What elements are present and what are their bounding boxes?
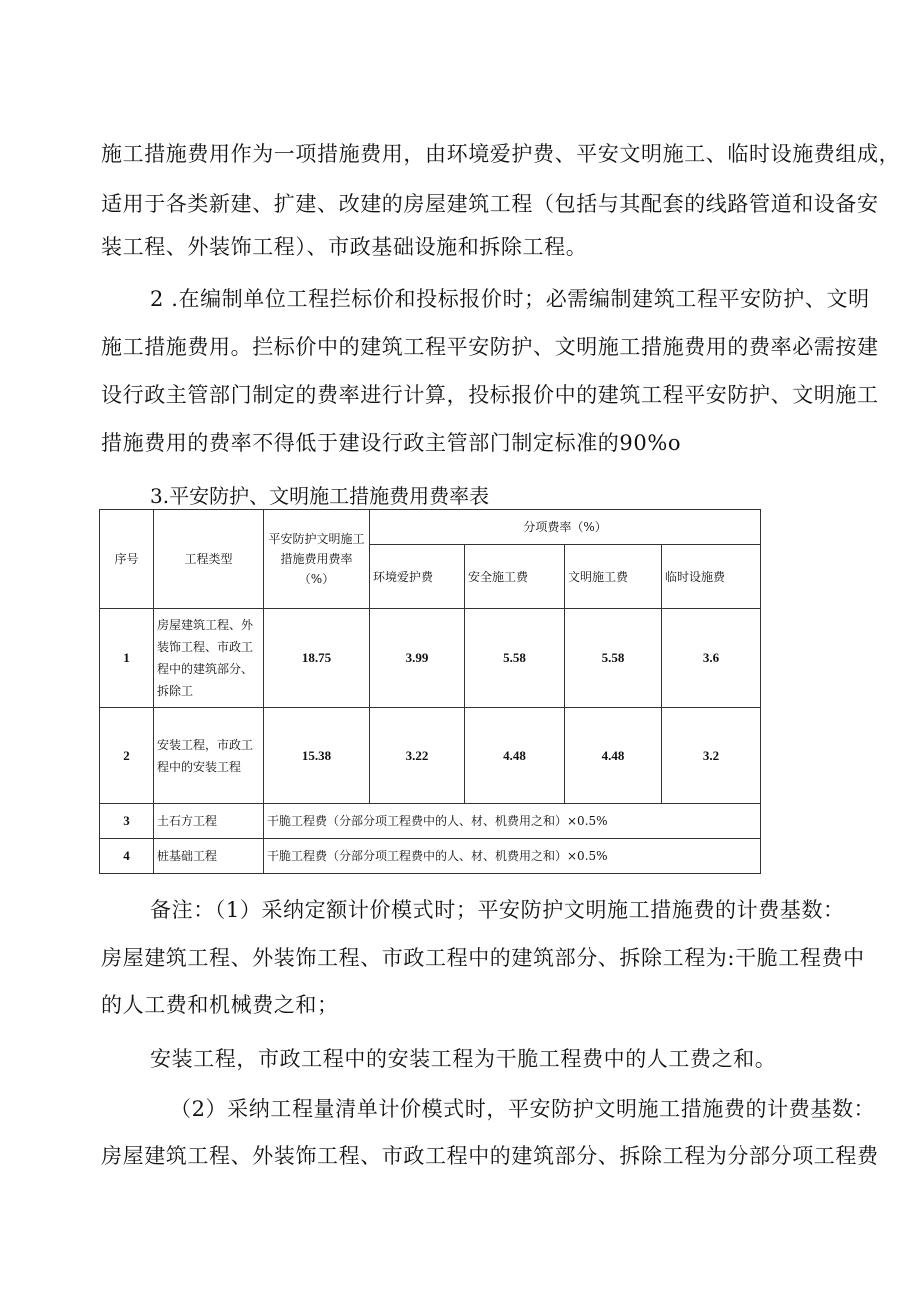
notes-line-1: 备注：（1）采纳定额计价模式时；平安防护文明施工措施费的计费基数： <box>150 898 845 922</box>
header-no: 序号 <box>100 510 154 609</box>
table-row <box>100 708 761 804</box>
header-env: 环境爱护费 <box>370 545 465 609</box>
notes-line-6: 房屋建筑工程、外装饰工程、市政工程中的建筑部分、拆除工程为分部分项工程费 <box>101 1144 879 1168</box>
notes-line-4: 安装工程，市政工程中的安装工程为干脆工程费中的人工费之和。 <box>150 1047 777 1071</box>
paragraph-2-line-3: 设行政主管部门制定的费率进行计算，投标报价中的建筑工程平安防护、文明施工 <box>101 383 879 407</box>
row-temp: 3.6 <box>662 609 761 708</box>
row-formula <box>264 839 761 874</box>
row-type: 房屋建筑工程、外装饰工程、市政工程中的建筑部分、拆除工 <box>154 609 264 708</box>
row-formula-text: 干脆工程费（分部分项工程费中的人、材、机费用之和）×0.5% <box>267 814 608 828</box>
table-row <box>100 609 761 708</box>
table-row <box>100 839 761 874</box>
row-no: 2 <box>100 708 154 804</box>
notes-line-2: 房屋建筑工程、外装饰工程、市政工程中的建筑部分、拆除工程为:干脆工程费中 <box>101 946 865 970</box>
row-formula-text: 干脆工程费（分部分项工程费中的人、材、机费用之和）×0.5% <box>267 849 608 863</box>
paragraph-2-line-2: 施工措施费用。拦标价中的建筑工程平安防护、文明施工措施费用的费率必需按建 <box>101 335 879 359</box>
paragraph-2-line-4: 措施费用的费率不得低于建设行政主管部门制定标准的90%o <box>101 431 682 455</box>
header-type: 工程类型 <box>154 510 264 609</box>
paragraph-1-line-2: 适用于各类新建、扩建、改建的房屋建筑工程（包括与其配套的线路管道和设备安 <box>101 192 879 216</box>
table-caption: 3.平安防护、文明施工措施费用费率表 <box>150 484 490 508</box>
row-env: 3.22 <box>370 708 465 804</box>
row-no: 4 <box>100 839 154 874</box>
row-env: 3.99 <box>370 609 465 708</box>
header-temp: 临时设施费 <box>662 545 761 609</box>
header-civil: 文明施工费 <box>565 545 662 609</box>
row-civil: 4.48 <box>565 708 662 804</box>
paragraph-1-line-3: 装工程、外装饰工程）、市政基础设施和拆除工程。 <box>101 235 588 259</box>
row-formula <box>264 804 761 839</box>
row-safety: 5.58 <box>465 609 565 708</box>
row-temp: 3.2 <box>662 708 761 804</box>
notes-line-5: （2）采纳工程量清单计价模式时，平安防护文明施工措施费的计费基数： <box>170 1097 876 1121</box>
paragraph-1-line-1: 施工措施费用作为一项措施费用，由环境爱护费、平安文明施工、临时设施费组成， <box>101 142 901 166</box>
row-type: 桩基础工程 <box>154 839 264 874</box>
row-civil: 5.58 <box>565 609 662 708</box>
row-no: 3 <box>100 804 154 839</box>
row-type: 安装工程，市政工程中的安装工程 <box>154 708 264 804</box>
table-row <box>100 804 761 839</box>
row-no: 1 <box>100 609 154 708</box>
row-type: 土石方工程 <box>154 804 264 839</box>
header-safety: 安全施工费 <box>465 545 565 609</box>
row-total: 15.38 <box>264 708 370 804</box>
row-safety: 4.48 <box>465 708 565 804</box>
row-total: 18.75 <box>264 609 370 708</box>
notes-line-3: 的人工费和机械费之和； <box>101 993 339 1017</box>
header-total-rate: 平安防护文明施工措施费用费率（%） <box>264 510 370 609</box>
rate-table <box>99 509 761 874</box>
paragraph-2-line-1: 2 .在编制单位工程拦标价和投标报价时；必需编制建筑工程平安防护、文明 <box>150 287 870 311</box>
header-sub-rates: 分项费率（%） <box>370 510 761 545</box>
